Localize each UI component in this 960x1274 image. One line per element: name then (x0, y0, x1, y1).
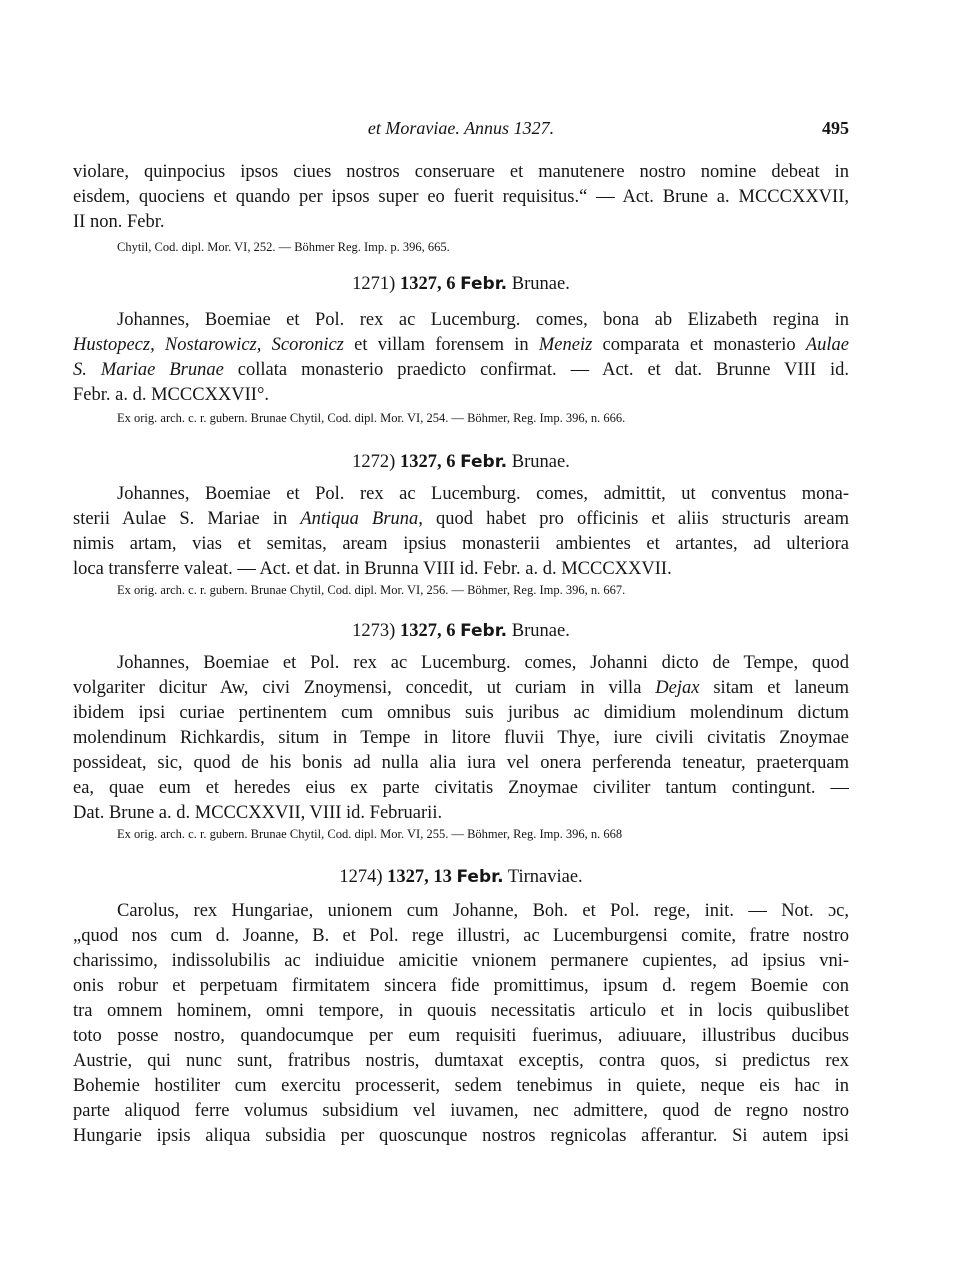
entry-date: 1327, 6 (399, 621, 461, 641)
entry-place: Tirnaviae. (503, 867, 583, 887)
text-span: Aulae (805, 335, 849, 355)
entry-date: 1327, 13 (387, 867, 457, 887)
entry-heading-1274 (73, 865, 849, 889)
text-span: Meneiz (538, 335, 593, 355)
text-line: ea, quae eum et heredes eius ex parte civitatis Znoymae civiliter tantum contingunt. — (73, 778, 849, 798)
text-line: toto posse nostro, quandocumque per eum requisiti fuerimus, adiuuare, illustribus ducibus (73, 1026, 849, 1046)
entry-month: Febr. (456, 867, 504, 887)
text-line: Dat. Brune a. d. MCCCXXVII, VIII id. Februarii. (73, 803, 443, 823)
text-span: Antiqua Bruna, (300, 509, 423, 529)
text-line: loca transferre valeat. — Act. et dat. in Brunna VIII id. Febr. a. d. MCCCXXVII. (73, 559, 672, 579)
text-line: Johannes, Boemiae et Pol. rex ac Lucemburg. comes, admittit, ut conventus mona- (117, 484, 849, 504)
entry-month: Febr. (460, 621, 508, 641)
running-title: et Moraviae. Annus 1327. (367, 118, 555, 138)
text-line: possideat, sic, quod de his bonis ad nulla alia iura vel onera perferenda teneatur, praeterquam (73, 753, 849, 773)
entry-number: 1274) (339, 867, 388, 887)
text-line: violare, quinpocius ipsos ciues nostros conseruare et manutenere nostro nomine debeat in (73, 162, 849, 182)
entry-month: Febr. (460, 274, 508, 294)
text-span: et villam forensem in (343, 335, 539, 355)
text-line: Austrie, qui nunc sunt, fratribus nostris, dumtaxat exceptis, contra quos, si predictus rex (73, 1051, 849, 1071)
text-line: Carolus, rex Hungariae, unionem cum Johanne, Boh. et Pol. rege, init. — Not. ɔc, (117, 901, 849, 921)
text-line: nimis artam, vias et semitas, aream ipsius monasterii ambientes et artantes, ad ulteriora (73, 534, 849, 554)
entry-number: 1273) (352, 621, 400, 641)
page-number: 495 (822, 118, 849, 138)
text-line (73, 358, 849, 382)
text-line: Hungarie ipsis aliqua subsidia per quoscunque nostros regnicolas afferantur. Si autem ipsi (73, 1126, 849, 1146)
text-line: II non. Febr. (73, 212, 165, 232)
text-line (73, 507, 849, 531)
text-line: molendinum Richkardis, situm in Tempe in litore fluvii Thye, iure civili civitatis Znoymae (73, 728, 849, 748)
text-span: sterii Aulae S. Mariae in (73, 509, 301, 529)
text-line: Johannes, Boemiae et Pol. rex ac Lucemburg. comes, Johanni dicto de Tempe, quod (117, 653, 849, 673)
text-span: collata monasterio praedicto confirmat. — Act. et dat. Brunne VIII id. (223, 360, 849, 380)
text-line: tra omnem hominem, omni tempore, in quouis necessitatis articulo et in locis quibuslibet (73, 1001, 849, 1021)
entry-heading-1272 (73, 450, 849, 474)
text-line (73, 676, 849, 700)
text-span: sitam et laneum (699, 678, 849, 698)
text-line: parte aliquod ferre volumus subsidium vel iuvamen, nec admittere, quod de regno nostro (73, 1101, 849, 1121)
source-note: Ex orig. arch. c. r. gubern. Brunae Chytil, Cod. dipl. Mor. VI, 255. — Böhmer, Reg. Imp. 396, n. 668 (117, 827, 623, 841)
entry-place: Brunae. (507, 452, 570, 472)
entry-place: Brunae. (507, 621, 570, 641)
source-note: Chytil, Cod. dipl. Mor. VI, 252. — Böhmer Reg. Imp. p. 396, 665. (117, 240, 450, 254)
running-header (73, 118, 849, 140)
text-line (73, 333, 849, 357)
text-line: Febr. a. d. MCCCXXVII°. (73, 385, 269, 405)
source-note: Ex orig. arch. c. r. gubern. Brunae Chytil, Cod. dipl. Mor. VI, 256. — Böhmer, Reg. Imp. 396, n. 667. (117, 583, 626, 597)
entry-place: Brunae. (507, 274, 570, 294)
entry-heading-1273 (73, 619, 849, 643)
entry-date: 1327, 6 (399, 274, 461, 294)
text-span: comparata et monasterio (592, 335, 806, 355)
text-line: ibidem ipsi curiae pertinentem cum omnibus suis juribus ac dimidium molendinum dictum (73, 703, 849, 723)
entry-date: 1327, 6 (399, 452, 461, 472)
text-span: Dejax (655, 678, 700, 698)
entry-number: 1272) (352, 452, 400, 472)
text-span: volgariter dicitur Aw, civi Znoymensi, concedit, ut curiam in villa (73, 678, 656, 698)
text-line: „quod nos cum d. Joanne, B. et Pol. rege illustri, ac Lucemburgensi comite, fratre nostro (73, 926, 849, 946)
text-span: quod habet pro officinis et aliis structuris aream (422, 509, 849, 529)
entry-number: 1271) (352, 274, 400, 294)
text-line: onis robur et perpetuam firmitatem sincera fide promittimus, ipsum d. regem Boemie con (73, 976, 849, 996)
text-span: S. Mariae Brunae (73, 360, 224, 380)
text-line: Johannes, Boemiae et Pol. rex ac Lucemburg. comes, bona ab Elizabeth regina in (117, 310, 849, 330)
source-note: Ex orig. arch. c. r. gubern. Brunae Chytil, Cod. dipl. Mor. VI, 254. — Böhmer, Reg. Imp. 396, n. 666. (117, 411, 626, 425)
text-line: eisdem, quociens et quando per ipsos super eo fuerit requisitus.“ — Act. Brune a. MCCCXXVII, (73, 187, 849, 207)
text-line: Bohemie hostiliter cum exercitu processerit, sedem tenebimus in quiete, neque eis hac in (73, 1076, 849, 1096)
text-span: Hustopecz, Nostarowicz, Scoronicz (73, 335, 344, 355)
entry-month: Febr. (460, 452, 508, 472)
text-line: charissimo, indissolubilis ac indiuidue amicitie vnionem permanere cupientes, ad ipsius vni- (73, 951, 849, 971)
entry-heading-1271 (73, 272, 849, 296)
